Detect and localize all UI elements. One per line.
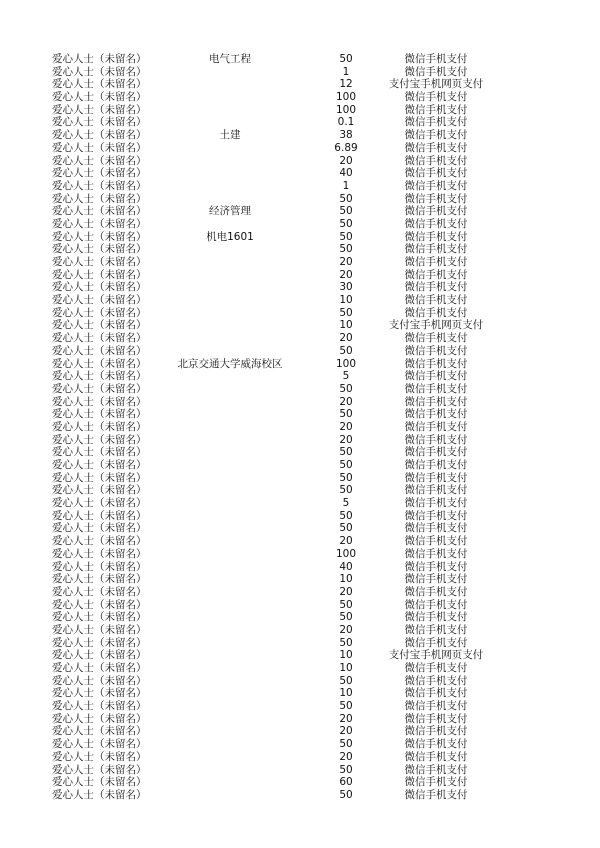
donor-name-cell: 爱心人士（未留名） bbox=[52, 65, 147, 78]
note-cell: 经济管理 bbox=[209, 205, 251, 218]
table-row bbox=[0, 738, 600, 751]
note-cell: 机电1601 bbox=[206, 230, 254, 243]
amount-cell: 50 bbox=[339, 700, 353, 713]
table-row bbox=[0, 764, 600, 777]
donor-name-cell: 爱心人士（未留名） bbox=[52, 687, 147, 700]
payment-method-cell: 微信手机支付 bbox=[404, 408, 468, 421]
payment-method-cell: 支付宝手机网页支付 bbox=[388, 78, 484, 91]
payment-method-cell: 微信手机支付 bbox=[404, 573, 468, 586]
donor-name-cell: 爱心人士（未留名） bbox=[52, 662, 147, 674]
payment-method-cell: 微信手机支付 bbox=[404, 497, 468, 510]
table-row bbox=[0, 776, 600, 789]
donor-name-cell: 爱心人士（未留名） bbox=[52, 420, 147, 433]
table-row bbox=[0, 662, 600, 675]
table-row bbox=[0, 294, 600, 307]
amount-cell: 50 bbox=[339, 636, 353, 649]
table-row bbox=[0, 687, 600, 700]
table-row bbox=[0, 269, 600, 282]
table-row bbox=[0, 142, 600, 155]
payment-method-cell: 微信手机支付 bbox=[404, 725, 468, 738]
table-row bbox=[0, 231, 600, 244]
table-row bbox=[0, 421, 600, 434]
amount-cell: 1 bbox=[342, 179, 350, 192]
table-row bbox=[0, 611, 600, 624]
payment-method-cell: 微信手机支付 bbox=[404, 585, 468, 598]
table-row bbox=[0, 66, 600, 79]
table-row bbox=[0, 713, 600, 726]
amount-cell: 50 bbox=[339, 522, 353, 535]
amount-cell: 12 bbox=[339, 78, 353, 91]
table-row bbox=[0, 243, 600, 256]
amount-cell: 50 bbox=[339, 763, 353, 776]
note-cell: 电气工程 bbox=[209, 53, 251, 65]
table-row bbox=[0, 522, 600, 535]
table-row bbox=[0, 167, 600, 180]
payment-method-cell: 微信手机支付 bbox=[404, 700, 468, 713]
donor-name-cell: 爱心人士（未留名） bbox=[52, 281, 147, 294]
payment-method-cell: 微信手机支付 bbox=[404, 712, 468, 725]
table-row bbox=[0, 700, 600, 713]
table-row bbox=[0, 510, 600, 523]
payment-method-cell: 微信手机支付 bbox=[404, 687, 468, 700]
amount-cell: 50 bbox=[339, 484, 353, 497]
table-row bbox=[0, 281, 600, 294]
payment-method-cell: 微信手机支付 bbox=[404, 598, 468, 611]
payment-method-cell: 微信手机支付 bbox=[404, 420, 468, 433]
amount-cell: 10 bbox=[339, 662, 353, 674]
amount-cell: 50 bbox=[339, 509, 353, 522]
payment-method-cell: 微信手机支付 bbox=[404, 560, 468, 573]
payment-method-cell: 微信手机支付 bbox=[404, 103, 468, 116]
payment-method-cell: 支付宝手机网页支付 bbox=[388, 319, 484, 332]
donor-name-cell: 爱心人士（未留名） bbox=[52, 700, 147, 713]
donor-name-cell: 爱心人士（未留名） bbox=[52, 788, 147, 801]
amount-cell: 5 bbox=[342, 370, 350, 383]
donor-name-cell: 爱心人士（未留名） bbox=[52, 623, 147, 636]
payment-method-cell: 微信手机支付 bbox=[404, 167, 468, 180]
payment-method-cell: 微信手机支付 bbox=[404, 268, 468, 281]
table-row bbox=[0, 459, 600, 472]
donor-name-cell: 爱心人士（未留名） bbox=[52, 129, 147, 142]
amount-cell: 40 bbox=[339, 167, 353, 180]
donor-name-cell: 爱心人士（未留名） bbox=[52, 750, 147, 763]
donor-name-cell: 爱心人士（未留名） bbox=[52, 357, 147, 370]
donor-name-cell: 爱心人士（未留名） bbox=[52, 217, 147, 230]
table-row bbox=[0, 548, 600, 561]
table-row bbox=[0, 497, 600, 510]
amount-cell: 10 bbox=[339, 294, 353, 307]
donor-name-cell: 爱心人士（未留名） bbox=[52, 192, 147, 205]
payment-method-cell: 微信手机支付 bbox=[404, 547, 468, 560]
payment-method-cell: 微信手机支付 bbox=[404, 192, 468, 205]
payment-method-cell: 微信手机支付 bbox=[404, 179, 468, 192]
table-row bbox=[0, 193, 600, 206]
amount-cell: 50 bbox=[339, 598, 353, 611]
amount-cell: 6.89 bbox=[334, 141, 358, 154]
table-row bbox=[0, 104, 600, 117]
amount-cell: 50 bbox=[339, 674, 353, 687]
payment-method-cell: 微信手机支付 bbox=[404, 459, 468, 471]
amount-cell: 10 bbox=[339, 573, 353, 586]
payment-method-cell: 微信手机支付 bbox=[404, 446, 468, 459]
amount-cell: 50 bbox=[339, 230, 353, 243]
donor-name-cell: 爱心人士（未留名） bbox=[52, 230, 147, 243]
donor-name-cell: 爱心人士（未留名） bbox=[52, 256, 147, 268]
donor-name-cell: 爱心人士（未留名） bbox=[52, 395, 147, 408]
table-row bbox=[0, 586, 600, 599]
payment-method-cell: 微信手机支付 bbox=[404, 522, 468, 535]
payment-method-cell: 微信手机支付 bbox=[404, 484, 468, 497]
table-row bbox=[0, 396, 600, 409]
amount-cell: 20 bbox=[339, 585, 353, 598]
payment-method-cell: 微信手机支付 bbox=[404, 281, 468, 294]
payment-method-cell: 微信手机支付 bbox=[404, 141, 468, 154]
donor-name-cell: 爱心人士（未留名） bbox=[52, 471, 147, 484]
table-row bbox=[0, 116, 600, 129]
donor-name-cell: 爱心人士（未留名） bbox=[52, 585, 147, 598]
donor-name-cell: 爱心人士（未留名） bbox=[52, 763, 147, 776]
table-row bbox=[0, 53, 600, 66]
note-cell: 土建 bbox=[219, 129, 241, 142]
payment-method-cell: 微信手机支付 bbox=[404, 738, 468, 751]
payment-method-cell: 微信手机支付 bbox=[404, 382, 468, 395]
table-row bbox=[0, 155, 600, 168]
payment-method-cell: 微信手机支付 bbox=[404, 205, 468, 218]
table-row bbox=[0, 446, 600, 459]
amount-cell: 10 bbox=[339, 687, 353, 700]
amount-cell: 50 bbox=[339, 446, 353, 459]
amount-cell: 50 bbox=[339, 53, 353, 65]
table-row bbox=[0, 358, 600, 371]
payment-method-cell: 微信手机支付 bbox=[404, 509, 468, 522]
donor-name-cell: 爱心人士（未留名） bbox=[52, 91, 147, 104]
payment-method-cell: 微信手机支付 bbox=[404, 332, 468, 345]
amount-cell: 20 bbox=[339, 535, 353, 548]
amount-cell: 50 bbox=[339, 192, 353, 205]
donor-name-cell: 爱心人士（未留名） bbox=[52, 53, 147, 65]
table-row bbox=[0, 637, 600, 650]
payment-method-cell: 微信手机支付 bbox=[404, 154, 468, 167]
amount-cell: 100 bbox=[335, 357, 357, 370]
amount-cell: 5 bbox=[342, 497, 350, 510]
payment-method-cell: 微信手机支付 bbox=[404, 776, 468, 789]
amount-cell: 50 bbox=[339, 382, 353, 395]
amount-cell: 100 bbox=[335, 91, 357, 104]
table-row bbox=[0, 675, 600, 688]
amount-cell: 38 bbox=[339, 129, 353, 142]
table-row bbox=[0, 573, 600, 586]
amount-cell: 50 bbox=[339, 471, 353, 484]
table-row bbox=[0, 370, 600, 383]
table-row bbox=[0, 561, 600, 574]
payment-method-cell: 微信手机支付 bbox=[404, 636, 468, 649]
table-row bbox=[0, 91, 600, 104]
donor-name-cell: 爱心人士（未留名） bbox=[52, 738, 147, 751]
payment-method-cell: 微信手机支付 bbox=[404, 788, 468, 801]
table-row bbox=[0, 789, 600, 802]
table-row bbox=[0, 624, 600, 637]
payment-method-cell: 微信手机支付 bbox=[404, 344, 468, 357]
amount-cell: 50 bbox=[339, 788, 353, 801]
donor-name-cell: 爱心人士（未留名） bbox=[52, 497, 147, 510]
amount-cell: 50 bbox=[339, 205, 353, 218]
payment-method-cell: 微信手机支付 bbox=[404, 256, 468, 268]
donor-name-cell: 爱心人士（未留名） bbox=[52, 598, 147, 611]
donor-name-cell: 爱心人士（未留名） bbox=[52, 370, 147, 383]
donor-name-cell: 爱心人士（未留名） bbox=[52, 636, 147, 649]
table-row bbox=[0, 78, 600, 91]
payment-method-cell: 微信手机支付 bbox=[404, 129, 468, 142]
amount-cell: 20 bbox=[339, 395, 353, 408]
amount-cell: 20 bbox=[339, 712, 353, 725]
table-row bbox=[0, 649, 600, 662]
donor-name-cell: 爱心人士（未留名） bbox=[52, 294, 147, 307]
amount-cell: 20 bbox=[339, 420, 353, 433]
payment-method-cell: 微信手机支付 bbox=[404, 243, 468, 256]
amount-cell: 50 bbox=[339, 738, 353, 751]
amount-cell: 50 bbox=[339, 611, 353, 624]
amount-cell: 40 bbox=[339, 560, 353, 573]
payment-method-cell: 微信手机支付 bbox=[404, 294, 468, 307]
payment-method-cell: 微信手机支付 bbox=[404, 471, 468, 484]
payment-method-cell: 微信手机支付 bbox=[404, 611, 468, 624]
donor-name-cell: 爱心人士（未留名） bbox=[52, 344, 147, 357]
table-row bbox=[0, 408, 600, 421]
payment-method-cell: 微信手机支付 bbox=[404, 395, 468, 408]
table-row bbox=[0, 383, 600, 396]
amount-cell: 20 bbox=[339, 256, 353, 268]
donor-name-cell: 爱心人士（未留名） bbox=[52, 535, 147, 548]
payment-method-cell: 微信手机支付 bbox=[404, 53, 468, 65]
amount-cell: 20 bbox=[339, 623, 353, 636]
donor-name-cell: 爱心人士（未留名） bbox=[52, 446, 147, 459]
donor-name-cell: 爱心人士（未留名） bbox=[52, 649, 147, 662]
amount-cell: 20 bbox=[339, 750, 353, 763]
amount-cell: 1 bbox=[342, 65, 350, 78]
donor-name-cell: 爱心人士（未留名） bbox=[52, 103, 147, 116]
payment-method-cell: 微信手机支付 bbox=[404, 357, 468, 370]
table-row bbox=[0, 345, 600, 358]
table-row bbox=[0, 256, 600, 269]
table-row bbox=[0, 472, 600, 485]
payment-method-cell: 微信手机支付 bbox=[404, 91, 468, 104]
donor-name-cell: 爱心人士（未留名） bbox=[52, 573, 147, 586]
table-row bbox=[0, 332, 600, 345]
amount-cell: 50 bbox=[339, 217, 353, 230]
payment-method-cell: 微信手机支付 bbox=[404, 674, 468, 687]
table-row bbox=[0, 535, 600, 548]
donor-name-cell: 爱心人士（未留名） bbox=[52, 459, 147, 471]
payment-method-cell: 微信手机支付 bbox=[404, 433, 468, 446]
amount-cell: 20 bbox=[339, 154, 353, 167]
payment-method-cell: 微信手机支付 bbox=[404, 306, 468, 319]
amount-cell: 0.1 bbox=[337, 116, 355, 129]
amount-cell: 50 bbox=[339, 243, 353, 256]
payment-method-cell: 微信手机支付 bbox=[404, 535, 468, 548]
table-row bbox=[0, 218, 600, 231]
donor-name-cell: 爱心人士（未留名） bbox=[52, 382, 147, 395]
payment-method-cell: 微信手机支付 bbox=[404, 370, 468, 383]
amount-cell: 100 bbox=[335, 103, 357, 116]
donor-name-cell: 爱心人士（未留名） bbox=[52, 547, 147, 560]
donor-name-cell: 爱心人士（未留名） bbox=[52, 141, 147, 154]
amount-cell: 20 bbox=[339, 268, 353, 281]
donor-name-cell: 爱心人士（未留名） bbox=[52, 167, 147, 180]
amount-cell: 20 bbox=[339, 433, 353, 446]
amount-cell: 100 bbox=[335, 547, 357, 560]
amount-cell: 50 bbox=[339, 408, 353, 421]
amount-cell: 30 bbox=[339, 281, 353, 294]
donor-name-cell: 爱心人士（未留名） bbox=[52, 116, 147, 129]
donor-name-cell: 爱心人士（未留名） bbox=[52, 243, 147, 256]
donor-name-cell: 爱心人士（未留名） bbox=[52, 78, 147, 91]
payment-method-cell: 微信手机支付 bbox=[404, 763, 468, 776]
table-row bbox=[0, 319, 600, 332]
amount-cell: 50 bbox=[339, 306, 353, 319]
donor-name-cell: 爱心人士（未留名） bbox=[52, 306, 147, 319]
donation-list bbox=[0, 53, 600, 802]
table-row bbox=[0, 751, 600, 764]
table-row bbox=[0, 205, 600, 218]
donor-name-cell: 爱心人士（未留名） bbox=[52, 154, 147, 167]
payment-method-cell: 微信手机支付 bbox=[404, 750, 468, 763]
donor-name-cell: 爱心人士（未留名） bbox=[52, 433, 147, 446]
amount-cell: 20 bbox=[339, 725, 353, 738]
donor-name-cell: 爱心人士（未留名） bbox=[52, 712, 147, 725]
note-cell: 北京交通大学威海校区 bbox=[177, 357, 283, 370]
donor-name-cell: 爱心人士（未留名） bbox=[52, 268, 147, 281]
donor-name-cell: 爱心人士（未留名） bbox=[52, 484, 147, 497]
donor-name-cell: 爱心人士（未留名） bbox=[52, 522, 147, 535]
table-row bbox=[0, 129, 600, 142]
payment-method-cell: 微信手机支付 bbox=[404, 116, 468, 129]
amount-cell: 20 bbox=[339, 332, 353, 345]
donor-name-cell: 爱心人士（未留名） bbox=[52, 725, 147, 738]
donor-name-cell: 爱心人士（未留名） bbox=[52, 319, 147, 332]
donor-name-cell: 爱心人士（未留名） bbox=[52, 776, 147, 789]
donor-name-cell: 爱心人士（未留名） bbox=[52, 611, 147, 624]
payment-method-cell: 微信手机支付 bbox=[404, 217, 468, 230]
amount-cell: 50 bbox=[339, 344, 353, 357]
amount-cell: 10 bbox=[339, 649, 353, 662]
donor-name-cell: 爱心人士（未留名） bbox=[52, 408, 147, 421]
donor-name-cell: 爱心人士（未留名） bbox=[52, 205, 147, 218]
amount-cell: 60 bbox=[339, 776, 353, 789]
donor-name-cell: 爱心人士（未留名） bbox=[52, 560, 147, 573]
table-row bbox=[0, 599, 600, 612]
payment-method-cell: 微信手机支付 bbox=[404, 65, 468, 78]
table-row bbox=[0, 307, 600, 320]
table-row bbox=[0, 180, 600, 193]
payment-method-cell: 微信手机支付 bbox=[404, 230, 468, 243]
amount-cell: 10 bbox=[339, 319, 353, 332]
donor-name-cell: 爱心人士（未留名） bbox=[52, 179, 147, 192]
donor-name-cell: 爱心人士（未留名） bbox=[52, 674, 147, 687]
payment-method-cell: 支付宝手机网页支付 bbox=[388, 649, 484, 662]
table-row bbox=[0, 434, 600, 447]
amount-cell: 50 bbox=[339, 459, 353, 471]
table-row bbox=[0, 725, 600, 738]
payment-method-cell: 微信手机支付 bbox=[404, 623, 468, 636]
payment-method-cell: 微信手机支付 bbox=[404, 662, 468, 674]
table-row bbox=[0, 484, 600, 497]
donor-name-cell: 爱心人士（未留名） bbox=[52, 332, 147, 345]
donor-name-cell: 爱心人士（未留名） bbox=[52, 509, 147, 522]
